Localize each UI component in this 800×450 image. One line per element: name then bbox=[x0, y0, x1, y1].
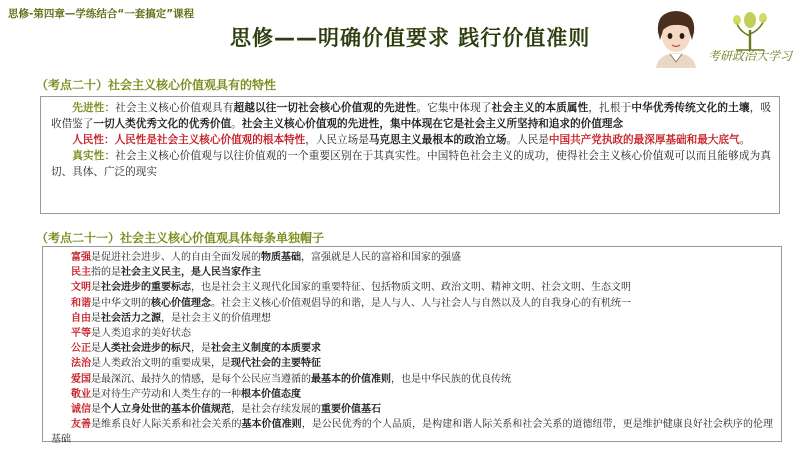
bold-text: 最基本的价值准则 bbox=[311, 373, 391, 385]
avatar bbox=[648, 6, 704, 68]
section-heading-traits: （考点二十）社会主义核心价值观具有的特性 bbox=[36, 78, 277, 92]
bold-text: 现代社会的主要特征 bbox=[231, 358, 321, 370]
text: 社会主义核心价值观具有 bbox=[115, 102, 234, 114]
value-row bbox=[51, 326, 773, 341]
text: ，是 bbox=[191, 343, 211, 355]
bold-text: 社会主义民主，是人民当家作主 bbox=[121, 267, 261, 279]
value-keyword: 平等 bbox=[71, 328, 91, 340]
value-row bbox=[51, 417, 773, 447]
value-row bbox=[51, 402, 773, 417]
value-keyword: 敬业 bbox=[71, 388, 91, 400]
value-keyword: 友善 bbox=[71, 419, 92, 431]
bold-text: 物质基础 bbox=[261, 252, 301, 263]
bold-text: 一切人类优秀文化的优秀价值 bbox=[93, 118, 232, 130]
text: ，是公民优秀的个人品质，是构建和谐人际关系和社会关系的道德纽带，更是维护健康良好社会秩序的伦理基础 bbox=[51, 419, 774, 446]
trait-advanced bbox=[51, 100, 771, 132]
value-keyword: 和谐 bbox=[71, 297, 91, 309]
text: 。它集中体现了 bbox=[416, 102, 492, 114]
bold-text: 社会主义制度的本质要求 bbox=[211, 343, 321, 355]
red-text: 人民性是社会主义核心价值观的根本特性 bbox=[114, 134, 306, 146]
text: 是 bbox=[91, 404, 101, 416]
value-row bbox=[51, 265, 773, 280]
bold-text: 重要价值基石 bbox=[321, 404, 381, 416]
traits-box bbox=[40, 96, 780, 214]
text: 是最深沉、最持久的情感，是每个公民应当遵循的 bbox=[91, 373, 311, 385]
bold-text: 中华优秀传统文化的土壤 bbox=[631, 102, 750, 114]
trait-term: 人民性： bbox=[72, 134, 115, 146]
text: ，扎根于 bbox=[588, 102, 632, 114]
logo bbox=[706, 10, 794, 70]
value-row bbox=[51, 356, 773, 371]
values-list bbox=[51, 250, 773, 448]
text: 。 bbox=[231, 118, 242, 130]
section-heading-values: （考点二十一）社会主义核心价值观具体每条单独帽子 bbox=[36, 231, 325, 245]
values-box bbox=[42, 246, 782, 446]
value-row bbox=[51, 296, 773, 311]
value-keyword: 富强 bbox=[71, 252, 91, 263]
text: ，也是中华民族的优良传统 bbox=[391, 373, 511, 385]
trait-truth bbox=[51, 148, 771, 180]
value-keyword: 诚信 bbox=[71, 404, 91, 416]
text: 。人民是 bbox=[506, 134, 549, 146]
logo-text: 考研政治大学习 bbox=[707, 49, 792, 63]
value-keyword: 文明 bbox=[71, 282, 91, 294]
page-title: 思修——明确价值要求 践行价值准则 bbox=[230, 26, 591, 50]
bold-text: 社会主义的本质属性 bbox=[491, 102, 589, 114]
course-label: 思修-第四章—学练结合“一套搞定”课程 bbox=[8, 8, 195, 20]
value-keyword: 法治 bbox=[71, 358, 91, 370]
value-row bbox=[51, 341, 773, 356]
text: 社会主义核心价值观与以往价值观的一个重要区别在于其真实性。中国特色社会主义的成功，使得社会主义核心价值观可以而且能够成为真切、具体、广泛的现实 bbox=[51, 150, 771, 178]
text: 是人类追求的美好状态 bbox=[91, 328, 191, 340]
text: 是 bbox=[91, 312, 101, 324]
value-row bbox=[51, 250, 773, 265]
text: ，也是社会主义现代化国家的重要特征、包括物质文明、政治文明、精神文明、社会文明、生态文明 bbox=[191, 282, 631, 294]
bold-text: 社会活力之源 bbox=[101, 312, 161, 324]
text: 指的是 bbox=[91, 267, 121, 279]
trait-people bbox=[51, 132, 771, 148]
text: ，吸收借鉴了 bbox=[51, 102, 772, 130]
value-keyword: 公正 bbox=[71, 343, 91, 355]
text: 是 bbox=[91, 282, 101, 294]
value-row bbox=[51, 311, 773, 326]
text: 是人类政治文明的重要成果，是 bbox=[91, 358, 231, 370]
red-text: 中国共产党执政的最深厚基础和最大底气 bbox=[548, 134, 740, 146]
value-row bbox=[51, 387, 773, 402]
value-keyword: 爱国 bbox=[71, 373, 91, 385]
value-keyword: 自由 bbox=[71, 312, 91, 324]
value-keyword: 民主 bbox=[71, 267, 91, 279]
text: 是对待生产劳动和人类生存的一种 bbox=[91, 388, 241, 400]
bold-text: 根本价值态度 bbox=[241, 388, 301, 400]
text: 。 bbox=[739, 134, 751, 146]
text: 是促进社会进步、人的自由全面发展的 bbox=[91, 252, 261, 263]
text: 是维系良好人际关系和社会关系的 bbox=[91, 419, 242, 431]
bold-text: 个人立身处世的基本价值规范 bbox=[101, 404, 231, 416]
trait-term: 真实性： bbox=[72, 150, 116, 162]
text: ，人民立场是 bbox=[305, 134, 369, 146]
text: ，是社会存续发展的 bbox=[231, 404, 321, 416]
text: ，富强就是人民的富裕和国家的强盛 bbox=[301, 252, 461, 263]
text: ，是社会主义的价值理想 bbox=[161, 312, 271, 324]
text: 是中华文明的 bbox=[91, 297, 151, 309]
bold-text: 马克思主义最根本的政治立场 bbox=[368, 134, 507, 146]
bold-text: 超越以往一切社会核心价值观的先进性 bbox=[233, 102, 417, 114]
value-row bbox=[51, 372, 773, 387]
bold-text: 社会主义核心价值观的先进性，集中体现在它是社会主义所坚持和追求的价值理念 bbox=[241, 118, 624, 130]
text: 是 bbox=[91, 343, 101, 355]
bold-text: 基本价值准则 bbox=[241, 419, 302, 431]
bold-text: 核心价值理念 bbox=[151, 297, 211, 309]
bold-text: 人类社会进步的标尺 bbox=[101, 343, 191, 355]
bold-text: 社会进步的重要标志 bbox=[101, 282, 191, 294]
value-row bbox=[51, 280, 773, 295]
text: 。社会主义核心价值观倡导的和谐，是人与人、人与社会人与自然以及人的自我身心的有机统一 bbox=[211, 297, 631, 309]
trait-term: 先进性： bbox=[72, 102, 116, 114]
